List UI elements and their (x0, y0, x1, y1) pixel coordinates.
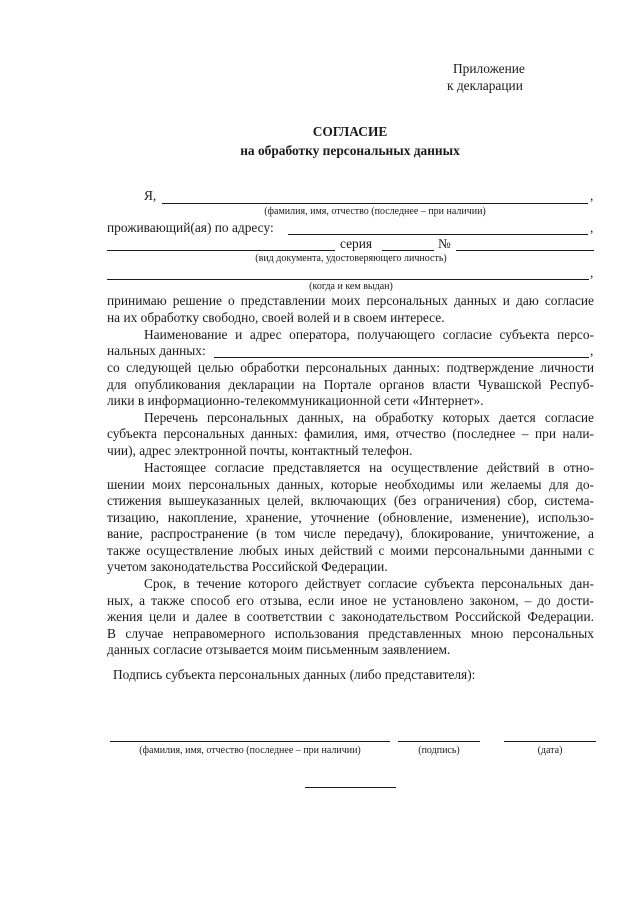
signature-date-caption: (дата) (537, 745, 563, 756)
p3-line-1: со следующей целью обработки персональных данных: подтверждение личности (107, 360, 594, 375)
p3-line-3: лики в информационно-телекоммуникационной сети «Интернет». (107, 393, 484, 408)
appendix-line-2: к декларации (447, 78, 523, 93)
p2-line-2: нальных данных: (107, 343, 206, 358)
address-input-line (288, 234, 588, 235)
p4-line-2: субъекта персональных данных: фамилия, имя, отчество (последнее – при нали- (107, 426, 594, 441)
issued-comma: , (590, 265, 594, 280)
p6-line-1: Срок, в течение которого действует согласие субъекта персональных дан- (144, 576, 594, 591)
p5-line-2: шении моих персональных данных, которые необходимы или желаемы для до- (107, 477, 594, 492)
p4-line-3: чии), адрес электронной почты, контактный телефон. (107, 443, 413, 458)
p5-line-6: также осуществление любых иных действий с моими персональными данными с (107, 543, 594, 558)
signature-date-line (504, 741, 596, 742)
signature-sign-line (398, 741, 480, 742)
p5-line-3: стижения вышеуказанных целей, включающих (без ограничения) сбор, система- (107, 493, 594, 508)
fio-comma: , (590, 188, 594, 203)
appendix-line-1: Приложение (453, 61, 525, 76)
address-comma: , (590, 220, 594, 235)
p6-line-4: В случае неправомерного использования представленных мною персональных (107, 626, 594, 641)
fio-caption: (фамилия, имя, отчество (последнее – при наличии) (264, 206, 486, 217)
p2-line-1: Наименование и адрес оператора, получающего согласие субъекта персо- (144, 327, 594, 342)
number-label: № (438, 236, 451, 251)
p6-line-3: жения цели и далее в соответствии с законодательством Российской Федерации. (107, 609, 594, 624)
p5-line-5: вание, распространение (в том числе передачу), блокирование, уничтожение, а (107, 526, 594, 541)
issued-caption: (когда и кем выдан) (309, 281, 393, 292)
p5-line-4: тизацию, накопление, хранение, уточнение (обновление, изменение), использо- (107, 510, 594, 525)
operator-comma: , (590, 343, 594, 358)
p4-line-1: Перечень персональных данных, на обработку которых дается согласие (144, 410, 594, 425)
series-input-line (382, 250, 434, 251)
address-label: проживающий(ая) по адресу: (107, 220, 274, 235)
p6-line-5: данных согласие отзывается моим письменным заявлением. (107, 642, 451, 657)
series-label: серия (340, 236, 373, 251)
p5-line-7: учетом законодательства Российской Федерации. (107, 559, 388, 574)
signature-fio-caption: (фамилия, имя, отчество (последнее – при наличии) (139, 745, 361, 756)
p1-line-2: на их обработку свободно, своей волей и в своем интересе. (107, 310, 445, 325)
p3-line-2: для опубликования декларации на Портале органов власти Чувашской Респуб- (107, 377, 594, 392)
signature-sign-caption: (подпись) (418, 745, 460, 756)
issued-input-line (107, 279, 589, 280)
document-caption: (вид документа, удостоверяющего личность) (255, 253, 447, 264)
operator-input-line (214, 357, 589, 358)
fio-input-line (162, 203, 588, 204)
p6-line-2: ных, а также способ его отзыва, если иное не установлено законом, – до дости- (107, 593, 594, 608)
signature-label: Подпись субъекта персональных данных (либо представителя): (113, 667, 476, 682)
document-type-line (107, 250, 335, 251)
i-prefix: Я, (144, 188, 157, 203)
document-subtitle: на обработку персональных данных (240, 143, 460, 158)
number-input-line (456, 250, 594, 251)
p5-line-1: Настоящее согласие представляется на осуществление действий в отно- (144, 460, 594, 475)
p1-line-1: принимаю решение о представлении моих персональных данных и даю согласие (107, 293, 594, 308)
signature-fio-line (110, 741, 390, 742)
document-title: СОГЛАСИЕ (312, 124, 388, 139)
bottom-separator-line (305, 787, 396, 788)
